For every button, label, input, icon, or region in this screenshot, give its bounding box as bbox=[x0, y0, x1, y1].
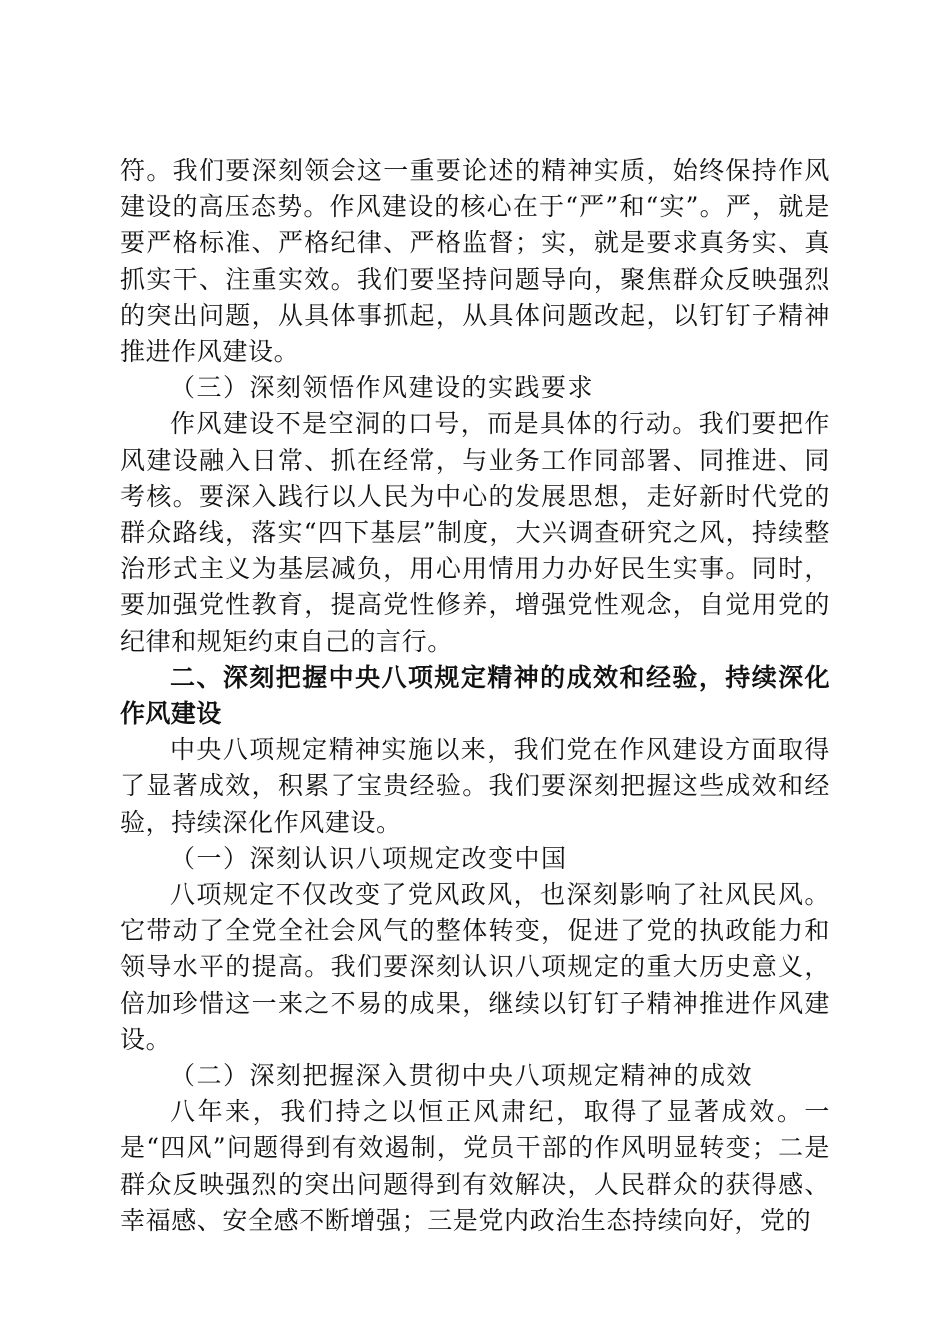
paragraph-practice: 作风建设不是空洞的口号，而是具体的行动。我们要把作风建设融入日常、抓在经常，与业务工作同部署、同推进、同考核。要深入践行以人民为中心的发展思想，走好新时代党的群众路线，落实“四下基层”制度，大兴调查研究之风，持续整治形式主义为基层减负，用心用情用力办好民生实事。同时，要加强党性教育，提高党性修养，增强党性观念，自觉用党的纪律和规矩约束自己的言行。 bbox=[120, 409, 830, 656]
subheading-results: （二）深刻把握深入贯彻中央八项规定精神的成效 bbox=[170, 1061, 754, 1091]
section-heading-two: 二、深刻把握中央八项规定精神的成效和经验，持续深化作风建设 bbox=[120, 662, 830, 729]
subheading-practice-requirements: （三）深刻领悟作风建设的实践要求 bbox=[170, 373, 595, 403]
paragraph-results: 八年来，我们持之以恒正风肃纪，取得了显著成效。一是“四风”问题得到有效遏制，党员干部的作风明显转变；二是群众反映强烈的突出问题得到有效解决，人民群众的获得感、幸福感、安全感不断增强；三是党内政治生态持续向好，党的 bbox=[120, 1097, 830, 1235]
paragraph-change: 八项规定不仅改变了党风政风，也深刻影响了社风民风。它带动了全党全社会风气的整体转变，促进了党的执政能力和领导水平的提高。我们要深刻认识八项规定的重大历史意义，倍加珍惜这一来之不易的成果，继续以钉钉子精神推进作风建设。 bbox=[120, 880, 830, 1054]
paragraph-intro: 中央八项规定精神实施以来，我们党在作风建设方面取得了显著成效，积累了宝贵经验。我们要深刻把握这些成效和经验，持续深化作风建设。 bbox=[120, 735, 830, 837]
paragraph-continuation: 符。我们要深刻领会这一重要论述的精神实质，始终保持作风建设的高压态势。作风建设的核心在于“严”和“实”。严，就是要严格标准、严格纪律、严格监督；实，就是要求真务实、真抓实干、注重实效。我们要坚持问题导向，聚焦群众反映强烈的突出问题，从具体事抓起，从具体问题改起，以钉钉子精神推进作风建设。 bbox=[120, 156, 830, 367]
document-body bbox=[120, 153, 830, 1239]
subheading-eight-rules-change-china: （一）深刻认识八项规定改变中国 bbox=[170, 843, 568, 873]
